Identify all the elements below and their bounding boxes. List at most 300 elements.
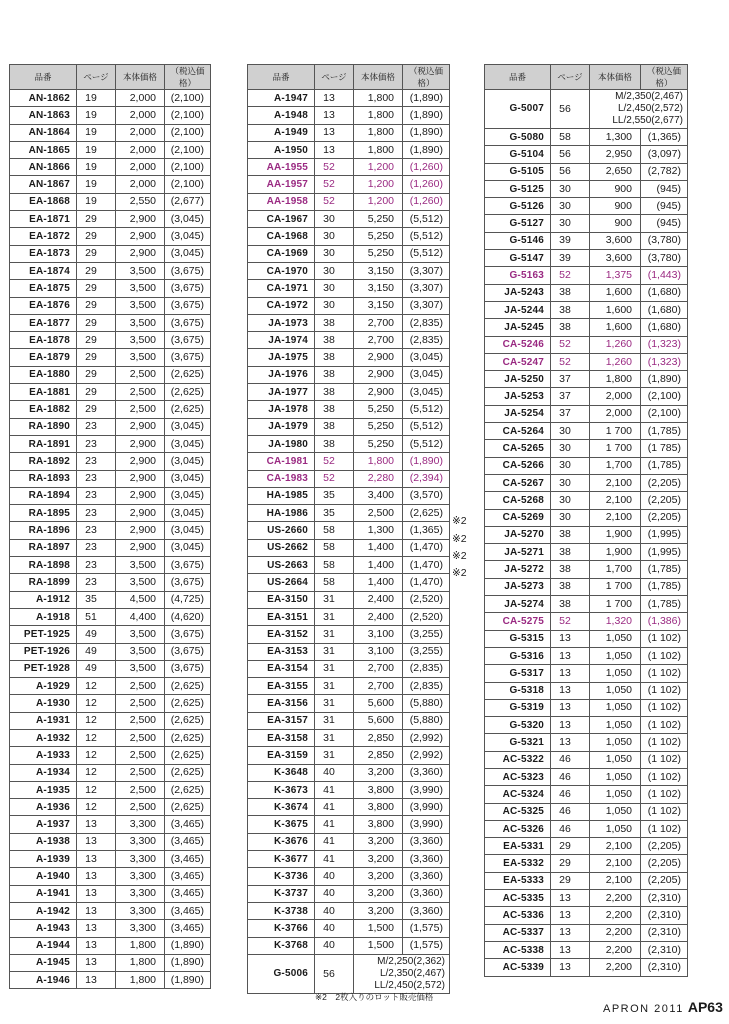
page-footer bbox=[603, 999, 723, 1015]
base-price: 2,700 bbox=[354, 678, 403, 695]
tax-included-price: (2,625) bbox=[165, 366, 211, 383]
page-number: 41 bbox=[315, 781, 354, 798]
base-price: 5,250 bbox=[354, 228, 403, 245]
base-price: 1,800 bbox=[354, 107, 403, 124]
item-code: PET-1925 bbox=[10, 626, 77, 643]
tax-included-price: (2,835) bbox=[403, 314, 450, 331]
page-number: 46 bbox=[551, 820, 590, 837]
table-row bbox=[485, 405, 688, 422]
table-row bbox=[10, 280, 211, 297]
size-prices bbox=[590, 90, 688, 129]
item-code: JA-5245 bbox=[485, 319, 551, 336]
tax-included-price: (1,785) bbox=[641, 596, 688, 613]
table-row bbox=[485, 250, 688, 267]
tax-included-price: (1 102) bbox=[641, 699, 688, 716]
tax-included-price: (2,835) bbox=[403, 660, 450, 677]
table-row bbox=[10, 660, 211, 677]
item-code: RA-1892 bbox=[10, 453, 77, 470]
item-code: CA-1983 bbox=[248, 470, 315, 487]
tax-included-price: (1,890) bbox=[403, 141, 450, 158]
tax-included-price: (2,205) bbox=[641, 474, 688, 491]
table-row bbox=[248, 107, 450, 124]
table-row bbox=[485, 146, 688, 163]
base-price: 4,400 bbox=[116, 608, 165, 625]
table-row bbox=[485, 267, 688, 284]
table-row bbox=[10, 124, 211, 141]
table-row bbox=[485, 596, 688, 613]
page-number: 52 bbox=[315, 470, 354, 487]
item-code: AN-1865 bbox=[10, 141, 77, 158]
table-row bbox=[485, 526, 688, 543]
item-code: CA-1967 bbox=[248, 211, 315, 228]
table-row bbox=[10, 902, 211, 919]
page-number: 49 bbox=[77, 660, 116, 677]
table-row bbox=[248, 539, 450, 556]
base-price: 3,500 bbox=[116, 643, 165, 660]
tax-included-price: (1,785) bbox=[641, 457, 688, 474]
table-row bbox=[10, 262, 211, 279]
table-row bbox=[485, 699, 688, 716]
page-number: 19 bbox=[77, 124, 116, 141]
item-code: K-3674 bbox=[248, 799, 315, 816]
table-row bbox=[485, 578, 688, 595]
price-table-3 bbox=[484, 64, 688, 977]
table-row bbox=[10, 401, 211, 418]
size-price-line: L/2,350(2,467) bbox=[379, 967, 445, 979]
item-code: CA-5275 bbox=[485, 613, 551, 630]
tax-included-price: (3,675) bbox=[165, 660, 211, 677]
table-row bbox=[248, 193, 450, 210]
tax-included-price: (2,835) bbox=[403, 332, 450, 349]
base-price: 1 700 bbox=[590, 578, 641, 595]
page-number: 38 bbox=[551, 301, 590, 318]
size-price-line: LL/2,550(2,677) bbox=[612, 115, 683, 126]
base-price: 3,500 bbox=[116, 280, 165, 297]
page-number: 52 bbox=[315, 176, 354, 193]
base-price: 2,000 bbox=[590, 405, 641, 422]
item-code: CA-5247 bbox=[485, 353, 551, 370]
table-row bbox=[485, 509, 688, 526]
item-code: RA-1894 bbox=[10, 487, 77, 504]
item-code: K-3738 bbox=[248, 902, 315, 919]
table-row bbox=[10, 366, 211, 383]
table-row bbox=[10, 297, 211, 314]
item-code: G-5315 bbox=[485, 630, 551, 647]
tax-included-price: (2,625) bbox=[165, 799, 211, 816]
tax-included-price: (1,260) bbox=[403, 193, 450, 210]
table-row bbox=[485, 284, 688, 301]
item-code: EA-1877 bbox=[10, 314, 77, 331]
tax-included-price: (3,465) bbox=[165, 833, 211, 850]
item-code: CA-1971 bbox=[248, 280, 315, 297]
page-number: 38 bbox=[315, 435, 354, 452]
table-row bbox=[10, 505, 211, 522]
table-row bbox=[485, 232, 688, 249]
base-price: 5,250 bbox=[354, 245, 403, 262]
page-number: 13 bbox=[77, 920, 116, 937]
base-price: 3,100 bbox=[354, 626, 403, 643]
table-row bbox=[10, 972, 211, 989]
footer-brand: APRON 2011 bbox=[603, 1003, 684, 1015]
base-price: 1,375 bbox=[590, 267, 641, 284]
tax-included-price: (2,205) bbox=[641, 855, 688, 872]
base-price: 1,700 bbox=[590, 457, 641, 474]
table-row bbox=[485, 457, 688, 474]
item-code: RA-1890 bbox=[10, 418, 77, 435]
base-price: 1,800 bbox=[354, 124, 403, 141]
table-row bbox=[248, 574, 450, 591]
tax-included-price: (3,045) bbox=[165, 211, 211, 228]
table-row bbox=[10, 816, 211, 833]
item-code: AC-5325 bbox=[485, 803, 551, 820]
item-code: G-5127 bbox=[485, 215, 551, 232]
item-code: EA-1875 bbox=[10, 280, 77, 297]
base-price: 4,500 bbox=[116, 591, 165, 608]
item-code: G-5316 bbox=[485, 647, 551, 664]
table-row bbox=[10, 695, 211, 712]
page-number: 29 bbox=[77, 401, 116, 418]
item-code: CA-5265 bbox=[485, 440, 551, 457]
base-price: 1,050 bbox=[590, 751, 641, 768]
base-price: 2,200 bbox=[590, 924, 641, 941]
tax-included-price: (2,310) bbox=[641, 890, 688, 907]
base-price: 2,650 bbox=[590, 163, 641, 180]
table-row bbox=[248, 522, 450, 539]
base-price: 2,500 bbox=[116, 401, 165, 418]
tax-included-price: (2,100) bbox=[165, 107, 211, 124]
base-price: 5,250 bbox=[354, 435, 403, 452]
tax-included-price: (2,100) bbox=[165, 90, 211, 107]
item-code: JA-1979 bbox=[248, 418, 315, 435]
item-code: US-2664 bbox=[248, 574, 315, 591]
page-number: 37 bbox=[551, 388, 590, 405]
tax-included-price: (1,890) bbox=[165, 954, 211, 971]
table-row bbox=[10, 851, 211, 868]
tax-included-price: (945) bbox=[641, 180, 688, 197]
page-number: 37 bbox=[551, 371, 590, 388]
header-tax: （税込価格） bbox=[641, 65, 688, 90]
item-code: JA-1977 bbox=[248, 384, 315, 401]
base-price: 1,700 bbox=[590, 561, 641, 578]
table-row bbox=[485, 751, 688, 768]
item-code: EA-1868 bbox=[10, 193, 77, 210]
tax-included-price: (2,625) bbox=[165, 401, 211, 418]
table-row bbox=[485, 492, 688, 509]
table-row bbox=[10, 937, 211, 954]
base-price: 2,100 bbox=[590, 474, 641, 491]
item-code: EA-3152 bbox=[248, 626, 315, 643]
item-code: JA-5250 bbox=[485, 371, 551, 388]
base-price: 1,500 bbox=[354, 937, 403, 954]
tax-included-price: (2,625) bbox=[403, 505, 450, 522]
table-row bbox=[485, 215, 688, 232]
page-number: 38 bbox=[315, 384, 354, 401]
tax-included-price: (1,470) bbox=[403, 539, 450, 556]
tax-included-price: (1,995) bbox=[641, 544, 688, 561]
page-number: 30 bbox=[315, 280, 354, 297]
table-row bbox=[248, 747, 450, 764]
tax-included-price: (1,785) bbox=[641, 423, 688, 440]
table-row bbox=[10, 453, 211, 470]
item-code: A-1933 bbox=[10, 747, 77, 764]
item-code: A-1946 bbox=[10, 972, 77, 989]
page-number: 19 bbox=[77, 107, 116, 124]
base-price: 3,200 bbox=[354, 764, 403, 781]
table-row bbox=[10, 522, 211, 539]
tax-included-price: (1,323) bbox=[641, 336, 688, 353]
table-row bbox=[10, 920, 211, 937]
item-code: K-3737 bbox=[248, 885, 315, 902]
page-number: 13 bbox=[551, 682, 590, 699]
page-number: 52 bbox=[315, 193, 354, 210]
tax-included-price: (3,045) bbox=[165, 453, 211, 470]
table-row bbox=[248, 678, 450, 695]
price-table-1 bbox=[9, 64, 211, 989]
base-price: 2,900 bbox=[354, 349, 403, 366]
item-code: JA-1974 bbox=[248, 332, 315, 349]
page-number: 30 bbox=[551, 215, 590, 232]
item-code: G-5319 bbox=[485, 699, 551, 716]
table-row bbox=[485, 353, 688, 370]
tax-included-price: (3,465) bbox=[165, 868, 211, 885]
page-number: 23 bbox=[77, 487, 116, 504]
base-price: 1 700 bbox=[590, 440, 641, 457]
page-number: 40 bbox=[315, 868, 354, 885]
table-row bbox=[485, 423, 688, 440]
table-row bbox=[248, 401, 450, 418]
base-price: 2,900 bbox=[116, 505, 165, 522]
item-code: G-5146 bbox=[485, 232, 551, 249]
tax-included-price: (3,045) bbox=[165, 418, 211, 435]
page-number: 30 bbox=[551, 474, 590, 491]
item-code: G-5163 bbox=[485, 267, 551, 284]
tax-included-price: (1,995) bbox=[641, 526, 688, 543]
page-number: 38 bbox=[551, 284, 590, 301]
page-number: 29 bbox=[551, 838, 590, 855]
page-number: 13 bbox=[77, 851, 116, 868]
base-price: 3,500 bbox=[116, 660, 165, 677]
item-code: US-2660 bbox=[248, 522, 315, 539]
tax-included-price: (2,625) bbox=[165, 712, 211, 729]
page-number: 31 bbox=[315, 608, 354, 625]
item-code: CA-1968 bbox=[248, 228, 315, 245]
page-number: 29 bbox=[77, 228, 116, 245]
table-row bbox=[248, 141, 450, 158]
page-number: 12 bbox=[77, 695, 116, 712]
item-code: EA-5333 bbox=[485, 872, 551, 889]
table-row bbox=[248, 228, 450, 245]
base-price: 900 bbox=[590, 180, 641, 197]
size-price-line: M/2,350(2,467) bbox=[615, 91, 683, 102]
page-number: 30 bbox=[551, 509, 590, 526]
page-number: 23 bbox=[77, 435, 116, 452]
base-price: 2,900 bbox=[116, 453, 165, 470]
tax-included-price: (1 102) bbox=[641, 665, 688, 682]
table-row bbox=[248, 159, 450, 176]
page-number: 52 bbox=[551, 353, 590, 370]
page-number: 31 bbox=[315, 626, 354, 643]
tax-included-price: (2,625) bbox=[165, 747, 211, 764]
table-row bbox=[10, 747, 211, 764]
item-code: K-3648 bbox=[248, 764, 315, 781]
item-code: A-1945 bbox=[10, 954, 77, 971]
page-number: 39 bbox=[551, 232, 590, 249]
page-number: 58 bbox=[551, 129, 590, 146]
tax-included-price: (3,045) bbox=[403, 349, 450, 366]
base-price: 3,300 bbox=[116, 851, 165, 868]
tax-included-price: (1 102) bbox=[641, 630, 688, 647]
base-price: 3,300 bbox=[116, 920, 165, 937]
table-row bbox=[10, 678, 211, 695]
base-price: 3,800 bbox=[354, 799, 403, 816]
table-row bbox=[248, 418, 450, 435]
item-code: A-1941 bbox=[10, 885, 77, 902]
tax-included-price: (1 102) bbox=[641, 647, 688, 664]
item-code: AN-1862 bbox=[10, 90, 77, 107]
table-row bbox=[485, 768, 688, 785]
base-price: 900 bbox=[590, 198, 641, 215]
table-row bbox=[248, 124, 450, 141]
base-price: 3,500 bbox=[116, 297, 165, 314]
page-number: 19 bbox=[77, 159, 116, 176]
table-row bbox=[248, 816, 450, 833]
item-code: K-3736 bbox=[248, 868, 315, 885]
tax-included-price: (3,675) bbox=[165, 643, 211, 660]
tax-included-price: (1,470) bbox=[403, 557, 450, 574]
table-header-row bbox=[485, 65, 688, 90]
base-price: 1,050 bbox=[590, 768, 641, 785]
page-number: 35 bbox=[315, 505, 354, 522]
header-tax: （税込価格） bbox=[165, 65, 211, 90]
item-code: A-1938 bbox=[10, 833, 77, 850]
table-row bbox=[485, 907, 688, 924]
base-price: 1,900 bbox=[590, 526, 641, 543]
base-price: 2,900 bbox=[116, 539, 165, 556]
base-price: 1,400 bbox=[354, 539, 403, 556]
tax-included-price: (1 102) bbox=[641, 803, 688, 820]
tax-included-price: (1 102) bbox=[641, 768, 688, 785]
table-row bbox=[248, 591, 450, 608]
tax-included-price: (3,990) bbox=[403, 816, 450, 833]
page-number: 13 bbox=[77, 833, 116, 850]
page-number: 40 bbox=[315, 764, 354, 781]
tax-included-price: (3,307) bbox=[403, 262, 450, 279]
table-row bbox=[485, 924, 688, 941]
page-number: 13 bbox=[551, 699, 590, 716]
table-row bbox=[248, 90, 450, 107]
header-page: ページ bbox=[315, 65, 354, 90]
page-number: 23 bbox=[77, 470, 116, 487]
table-row bbox=[485, 855, 688, 872]
item-code: EA-3156 bbox=[248, 695, 315, 712]
page-number: 30 bbox=[315, 297, 354, 314]
table-row bbox=[10, 781, 211, 798]
base-price: 1,400 bbox=[354, 574, 403, 591]
tax-included-price: (2,100) bbox=[641, 388, 688, 405]
item-code: JA-5271 bbox=[485, 544, 551, 561]
page-number: 29 bbox=[77, 280, 116, 297]
base-price: 2,700 bbox=[354, 332, 403, 349]
base-price: 1,800 bbox=[116, 972, 165, 989]
tax-included-price: (4,620) bbox=[165, 608, 211, 625]
tax-included-price: (1 102) bbox=[641, 717, 688, 734]
tax-included-price: (4,725) bbox=[165, 591, 211, 608]
base-price: 1,800 bbox=[116, 937, 165, 954]
table-row bbox=[248, 487, 450, 504]
header-tax: （税込価格） bbox=[403, 65, 450, 90]
tax-included-price: (3,045) bbox=[165, 522, 211, 539]
tax-included-price: (1,785) bbox=[641, 561, 688, 578]
table-row bbox=[10, 608, 211, 625]
tax-included-price: (2,205) bbox=[641, 492, 688, 509]
tax-included-price: (2,625) bbox=[165, 678, 211, 695]
item-code: A-1947 bbox=[248, 90, 315, 107]
table-row bbox=[10, 349, 211, 366]
item-code: JA-5274 bbox=[485, 596, 551, 613]
item-code: G-5105 bbox=[485, 163, 551, 180]
item-code: K-3768 bbox=[248, 937, 315, 954]
page-number: 29 bbox=[77, 245, 116, 262]
page-number: 13 bbox=[551, 630, 590, 647]
table-row bbox=[485, 890, 688, 907]
page-number: 38 bbox=[551, 526, 590, 543]
table-row bbox=[485, 180, 688, 197]
base-price: 1,300 bbox=[354, 522, 403, 539]
item-code: AC-5338 bbox=[485, 941, 551, 958]
page-number: 12 bbox=[77, 712, 116, 729]
table-row bbox=[10, 384, 211, 401]
table-row bbox=[10, 193, 211, 210]
item-code: EA-3153 bbox=[248, 643, 315, 660]
base-price: 1,050 bbox=[590, 699, 641, 716]
item-code: A-1943 bbox=[10, 920, 77, 937]
tax-included-price: (1,890) bbox=[403, 124, 450, 141]
tax-included-price: (2,310) bbox=[641, 959, 688, 976]
table-row bbox=[248, 885, 450, 902]
item-code: AC-5323 bbox=[485, 768, 551, 785]
page-number: 40 bbox=[315, 920, 354, 937]
base-price: 3,500 bbox=[116, 626, 165, 643]
page-number: 38 bbox=[551, 319, 590, 336]
table-row bbox=[248, 435, 450, 452]
tax-included-price: (3,045) bbox=[165, 435, 211, 452]
page-number: 38 bbox=[315, 366, 354, 383]
tax-included-price: (1 102) bbox=[641, 682, 688, 699]
page-number: 19 bbox=[77, 90, 116, 107]
item-code: G-5318 bbox=[485, 682, 551, 699]
page-number: 23 bbox=[77, 522, 116, 539]
base-price: 1,200 bbox=[354, 159, 403, 176]
table-row bbox=[10, 211, 211, 228]
item-code: AA-1958 bbox=[248, 193, 315, 210]
lot-note-mark: ※2 bbox=[452, 550, 467, 562]
tax-included-price: (3,465) bbox=[165, 885, 211, 902]
page-number: 12 bbox=[77, 747, 116, 764]
item-code: G-5320 bbox=[485, 717, 551, 734]
page-number: 51 bbox=[77, 608, 116, 625]
tax-included-price: (3,360) bbox=[403, 902, 450, 919]
tax-included-price: (3,045) bbox=[403, 384, 450, 401]
table-row bbox=[248, 470, 450, 487]
base-price: 3,200 bbox=[354, 851, 403, 868]
item-code: RA-1895 bbox=[10, 505, 77, 522]
base-price: 1,900 bbox=[590, 544, 641, 561]
item-code: AC-5339 bbox=[485, 959, 551, 976]
page-number: 23 bbox=[77, 557, 116, 574]
tax-included-price: (1 102) bbox=[641, 734, 688, 751]
tax-included-price: (2,625) bbox=[165, 729, 211, 746]
base-price: 2,400 bbox=[354, 591, 403, 608]
